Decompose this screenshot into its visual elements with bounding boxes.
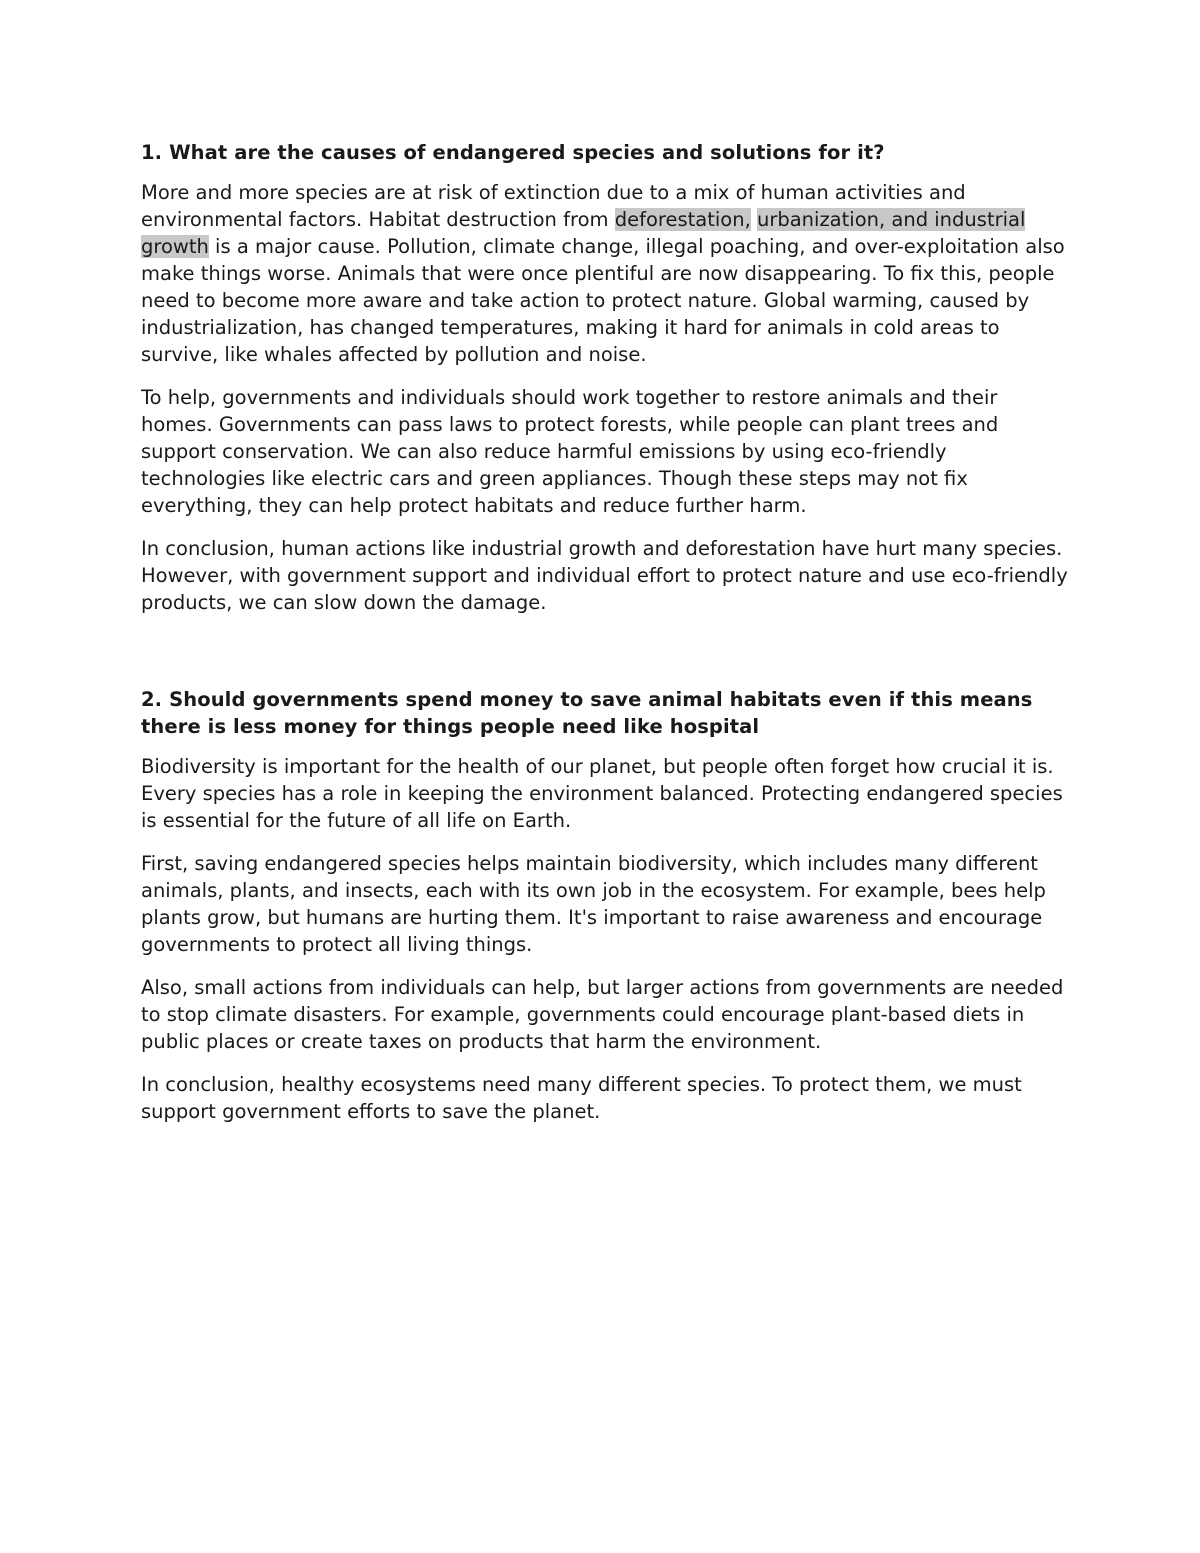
section-spacer: [141, 632, 1071, 686]
paragraph-text: is a major cause. Pollution, climate change, illegal poaching, and over-exploitation also make things worse. Animals that were once plentiful are now disappearing. To fix this, people need to become more aware and take action to protect nature. Global warming, caused by industrialization, has changed temperatures, making it hard for animals in cold areas to survive, like whales affected by pollution and noise.: [141, 235, 1065, 366]
paragraph: Biodiversity is important for the health of our planet, but people often forget how crucial it is. Every species has a role in keeping the environment balanced. Protecting endangered species is essential for the future of all life on Earth.: [141, 755, 1063, 832]
paragraph: In conclusion, healthy ecosystems need many different species. To protect them, we must support government efforts to save the planet.: [141, 1073, 1022, 1123]
section-1: [141, 139, 1071, 616]
paragraph: To help, governments and individuals should work together to restore animals and their homes. Governments can pass laws to protect forests, while people can plant trees and support conservation. We can also reduce harmful emissions by using eco-friendly technologies like electric cars and green appliances. Though these steps may not fix everything, they can help protect habitats and reduce further harm.: [141, 386, 999, 517]
paragraph: In conclusion, human actions like industrial growth and deforestation have hurt many species. However, with government support and individual effort to protect nature and use eco-friendly products, we can slow down the damage.: [141, 537, 1068, 614]
highlighted-text: deforestation,: [614, 208, 751, 231]
question-heading: 2. Should governments spend money to save animal habitats even if this means there is less money for things people need like hospital: [141, 688, 1033, 738]
paragraph: [141, 179, 1071, 368]
paragraph: Also, small actions from individuals can help, but larger actions from governments are needed to stop climate disasters. For example, governments could encourage plant-based diets in public places or create taxes on products that harm the environment.: [141, 976, 1064, 1053]
document-page: [141, 139, 1071, 1141]
paragraph: First, saving endangered species helps maintain biodiversity, which includes many different animals, plants, and insects, each with its own job in the ecosystem. For example, bees help plants grow, but humans are hurting them. It's important to raise awareness and encourage governments to protect all living things.: [141, 852, 1046, 956]
section-2: [141, 686, 1071, 1125]
question-heading: 1. What are the causes of endangered species and solutions for it?: [141, 141, 885, 164]
paragraph-text: More and more species are at risk of extinction due to a mix of human activities and environmental factors. Habitat destruction from: [141, 181, 966, 231]
highlighted-text: urbanization, and industrial growth: [141, 208, 1026, 258]
